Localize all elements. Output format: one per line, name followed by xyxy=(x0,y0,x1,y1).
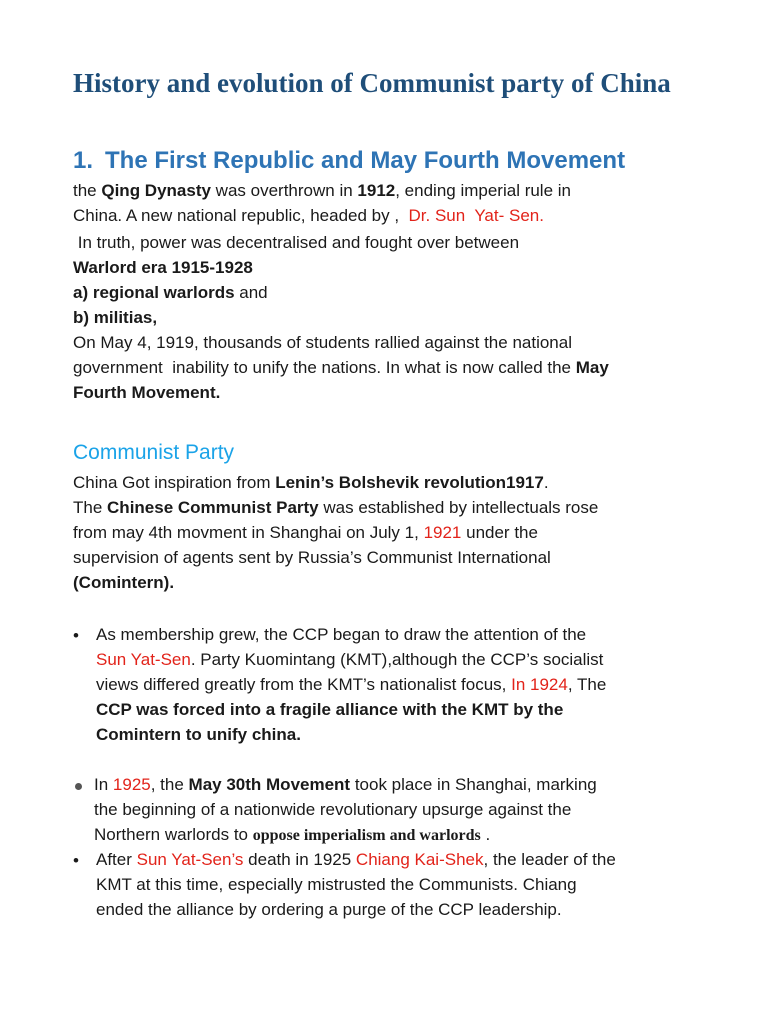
highlighted-text: In 1924 xyxy=(511,675,568,694)
text-run: views differed greatly from the KMT’s nationalist focus, xyxy=(96,675,512,694)
paragraph-line xyxy=(73,357,609,379)
text-run: After xyxy=(96,850,137,869)
bold-text: Qing Dynasty xyxy=(101,181,211,200)
text-run: the xyxy=(73,181,102,200)
paragraph-line: On May 4, 1919, thousands of students rallied against the national xyxy=(73,333,572,352)
bold-text: Chinese Communist Party xyxy=(107,498,319,517)
document-title: History and evolution of Communist party of China xyxy=(73,68,671,98)
highlighted-text: 1921 xyxy=(423,523,462,542)
bullet-marker: • xyxy=(73,626,79,645)
paragraph-line xyxy=(73,180,571,202)
text-run: was established by intellectuals rose xyxy=(318,498,599,517)
text-run: under the xyxy=(461,523,538,542)
paragraph-line xyxy=(73,472,549,494)
highlighted-text: Dr. Sun Yat- Sen. xyxy=(408,206,544,225)
text-run: . xyxy=(543,473,549,492)
paragraph-line: (Comintern). xyxy=(73,573,175,592)
text-run: and xyxy=(234,283,268,302)
text-run: . Party Kuomintang (KMT),although the CCP’s socialist xyxy=(190,650,604,669)
text-run: , the xyxy=(150,775,189,794)
bullet-line: the beginning of a nationwide revolutionary upsurge against the xyxy=(94,800,572,819)
text-run: China Got inspiration from xyxy=(73,473,276,492)
bullet-line: Comintern to unify china. xyxy=(96,725,301,744)
highlighted-text: Sun Yat-Sen xyxy=(96,650,191,669)
bullet-line: ended the alliance by ordering a purge of the CCP leadership. xyxy=(96,900,562,919)
bold-text: May xyxy=(575,358,609,377)
text-run: death in 1925 xyxy=(243,850,356,869)
paragraph-line xyxy=(73,282,268,304)
bullet-line xyxy=(96,849,616,871)
text-run: Northern warlords to xyxy=(94,825,253,844)
text-run: China. A new national republic, headed by , xyxy=(73,206,409,225)
bold-text: a) regional warlords xyxy=(73,283,235,302)
text-run: government inability to unify the nations. In what is now called the xyxy=(73,358,576,377)
bullet-line xyxy=(96,649,603,671)
bullet-line xyxy=(94,824,490,847)
text-run: . xyxy=(480,825,491,844)
text-run: from may 4th movment in Shanghai on July 1, xyxy=(73,523,424,542)
highlighted-text: 1925 xyxy=(112,775,151,794)
text-run: , The xyxy=(567,675,607,694)
bullet-line: As membership grew, the CCP began to draw the attention of the xyxy=(96,625,587,644)
bold-text: 1912 xyxy=(357,181,396,200)
bullet-line: CCP was forced into a fragile alliance with the KMT by the xyxy=(96,700,564,719)
paragraph-line: supervision of agents sent by Russia’s Communist International xyxy=(73,548,551,567)
paragraph-line: b) militias, xyxy=(73,308,158,327)
bullet-line: KMT at this time, especially mistrusted the Communists. Chiang xyxy=(96,875,577,894)
highlighted-text: Sun Yat-Sen’s xyxy=(136,850,244,869)
text-run: was overthrown in xyxy=(210,181,358,200)
paragraph-line xyxy=(73,497,598,519)
text-run: took place in Shanghai, marking xyxy=(350,775,597,794)
paragraph-line: In truth, power was decentralised and fought over between xyxy=(73,233,520,252)
section-heading-first-republic xyxy=(73,146,625,176)
section-heading-text: The First Republic and May Fourth Movement xyxy=(105,147,626,174)
bullet-line xyxy=(96,674,606,696)
text-run: , ending imperial rule in xyxy=(395,181,571,200)
text-run: The xyxy=(73,498,108,517)
highlighted-text: Chiang Kai-Shek xyxy=(355,850,484,869)
bullet-line xyxy=(94,774,597,796)
bold-text: oppose imperialism and warlords xyxy=(252,827,481,844)
section-heading-communist-party: Communist Party xyxy=(73,441,235,464)
paragraph-line xyxy=(73,205,544,227)
bold-text: May 30th Movement xyxy=(188,775,351,794)
paragraph-line: Warlord era 1915-1928 xyxy=(73,258,253,277)
bold-text: Lenin’s Bolshevik revolution1917 xyxy=(275,473,544,492)
bullet-dot-icon xyxy=(75,783,82,790)
section-number: 1. xyxy=(73,147,94,174)
text-run: , the leader of the xyxy=(483,850,616,869)
paragraph-line xyxy=(73,522,538,544)
paragraph-line: Fourth Movement. xyxy=(73,383,221,402)
bullet-marker: • xyxy=(73,851,79,870)
text-run: In xyxy=(94,775,113,794)
